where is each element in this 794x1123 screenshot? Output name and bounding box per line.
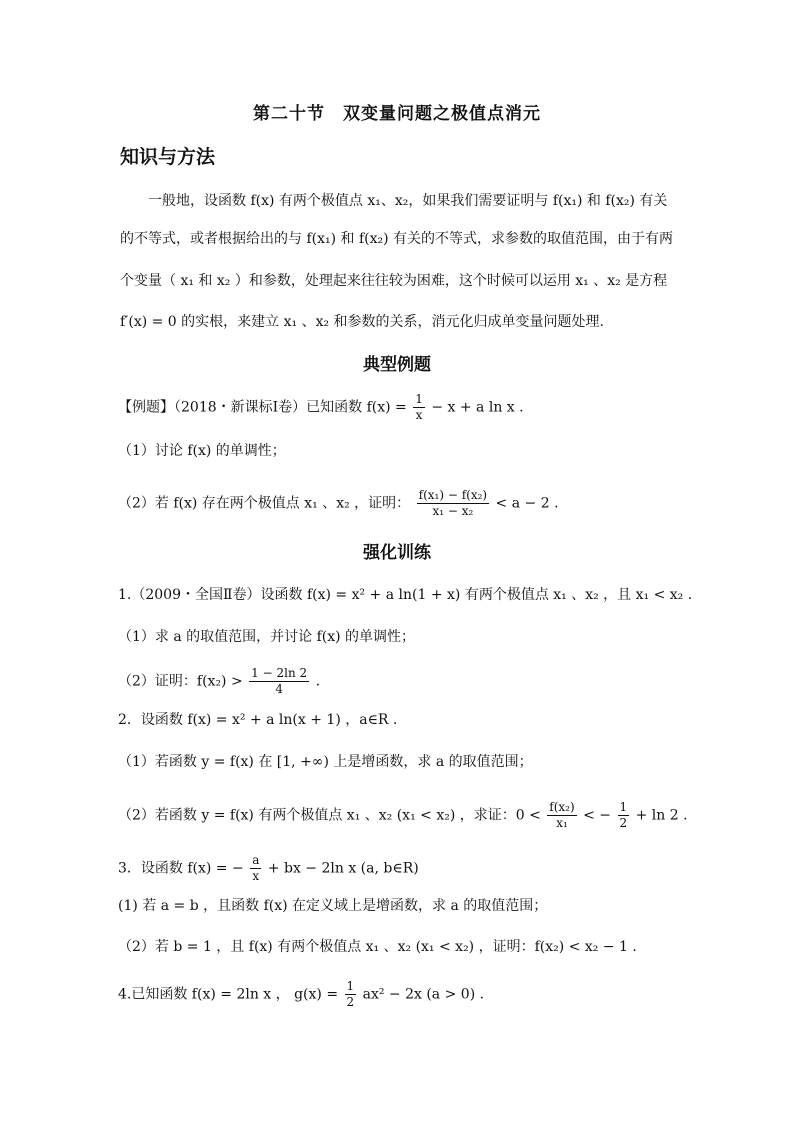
problem-2-question-2	[118, 800, 688, 831]
page-title: 第二十节 双变量问题之极值点消元	[253, 104, 541, 124]
intro-line-3: 个变量（ x₁ 和 x₂ ）和参数，处理起来往往较为困难，这个时候可以运用 x₁ 、x₂ 是方程	[120, 273, 668, 289]
problem-4-stem	[118, 979, 484, 1010]
p1-q2-den: 4	[275, 682, 283, 696]
example-frac-num: 1	[415, 392, 423, 406]
p4-stem-fraction	[345, 979, 357, 1010]
section-heading-example: 典型例题	[363, 355, 431, 375]
example-question-1: （1）讨论 f(x) 的单调性；	[118, 443, 286, 459]
p1-q2-tail: .	[315, 673, 321, 690]
p2-q2-num2: 1	[619, 800, 628, 814]
p1-q2-fraction	[249, 666, 309, 697]
problem-3-stem	[118, 853, 419, 884]
p2-q2-den: x₁	[556, 816, 568, 830]
problem-3-question-1: (1) 若 a = b ，且函数 f(x) 在定义域上是增函数，求 a 的取值范围；	[118, 898, 548, 914]
p2-q2-mid: < −	[583, 807, 612, 824]
section-heading-practice: 强化训练	[363, 543, 431, 563]
p2-q2-num: f(x₂)	[549, 800, 575, 814]
p2-q2-tail: + ln 2 .	[635, 807, 688, 824]
example-q2-tail: < a − 2 .	[495, 495, 559, 512]
example-stem-head: 【例题】（2018・新课标Ⅰ卷）已知函数 f(x) =	[118, 399, 407, 416]
p4-stem-head: 4.已知函数 f(x) = 2ln x ， g(x) =	[118, 986, 339, 1003]
p3-stem-tail: + bx − 2ln x (a, b∈R)	[267, 860, 419, 877]
intro-line-1: 一般地，设函数 f(x) 有两个极值点 x₁、x₂，如果我们需要证明与 f(x₁) 和 f(x₂) 有关	[120, 193, 668, 209]
p2-q2-den2: 2	[619, 816, 628, 830]
example-fraction	[413, 392, 425, 423]
example-q2-head: （2）若 f(x) 存在两个极值点 x₁ 、x₂ ，证明：	[118, 495, 411, 512]
p2-q2-head: （2）若函数 y = f(x) 有两个极值点 x₁ 、x₂ (x₁ < x₂) ，求证：0 <	[118, 807, 541, 824]
example-stem	[118, 392, 524, 423]
p2-q2-fraction-2	[618, 800, 630, 831]
example-q2-num: f(x₁) − f(x₂)	[418, 488, 488, 502]
p4-stem-num: 1	[346, 979, 355, 993]
p3-stem-head: 3．设函数 f(x) = −	[118, 860, 244, 877]
intro-line-2: 的不等式，或者根据给出的与 f(x₁) 和 f(x₂) 有关的不等式，求参数的取值范围，由于有两	[120, 231, 674, 247]
problem-1-stem: 1.（2009・全国Ⅱ卷）设函数 f(x) = x² + a ln(1 + x) 有两个极值点 x₁ 、x₂ ，且 x₁ < x₂ .	[118, 587, 693, 603]
problem-1-question-2	[118, 666, 320, 697]
p4-stem-tail: ax² − 2x (a > 0) .	[362, 986, 485, 1003]
problem-3-question-2: （2）若 b = 1 ，且 f(x) 有两个极值点 x₁ 、x₂ (x₁ < x₂) ，证明：f(x₂) < x₂ − 1 .	[118, 939, 637, 955]
example-question-2	[118, 488, 559, 519]
p3-stem-fraction	[250, 853, 261, 884]
example-frac-den: x	[415, 408, 423, 422]
p3-stem-num: a	[252, 853, 260, 867]
p3-stem-den: x	[252, 869, 260, 883]
example-q2-den: x₁ − x₂	[432, 504, 474, 518]
problem-2-question-1: （1）若函数 y = f(x) 在 [1, +∞) 上是增函数，求 a 的取值范围；	[118, 754, 533, 770]
problem-2-stem: 2．设函数 f(x) = x² + a ln(x + 1) ，a∈R .	[118, 712, 398, 728]
p4-stem-den: 2	[346, 995, 355, 1009]
intro-line-4: f′(x) = 0 的实根，来建立 x₁ 、x₂ 和参数的关系，消元化归成单变量问题处理.	[120, 314, 604, 330]
example-stem-tail: − x + a ln x .	[431, 399, 524, 416]
example-q2-fraction	[417, 488, 489, 519]
problem-1-question-1: （1）求 a 的取值范围，并讨论 f(x) 的单调性；	[118, 629, 416, 645]
p2-q2-fraction	[547, 800, 576, 831]
p1-q2-head: （2）证明：f(x₂) >	[118, 673, 243, 690]
section-heading-method: 知识与方法	[120, 146, 216, 168]
p1-q2-num: 1 − 2ln 2	[251, 666, 308, 680]
